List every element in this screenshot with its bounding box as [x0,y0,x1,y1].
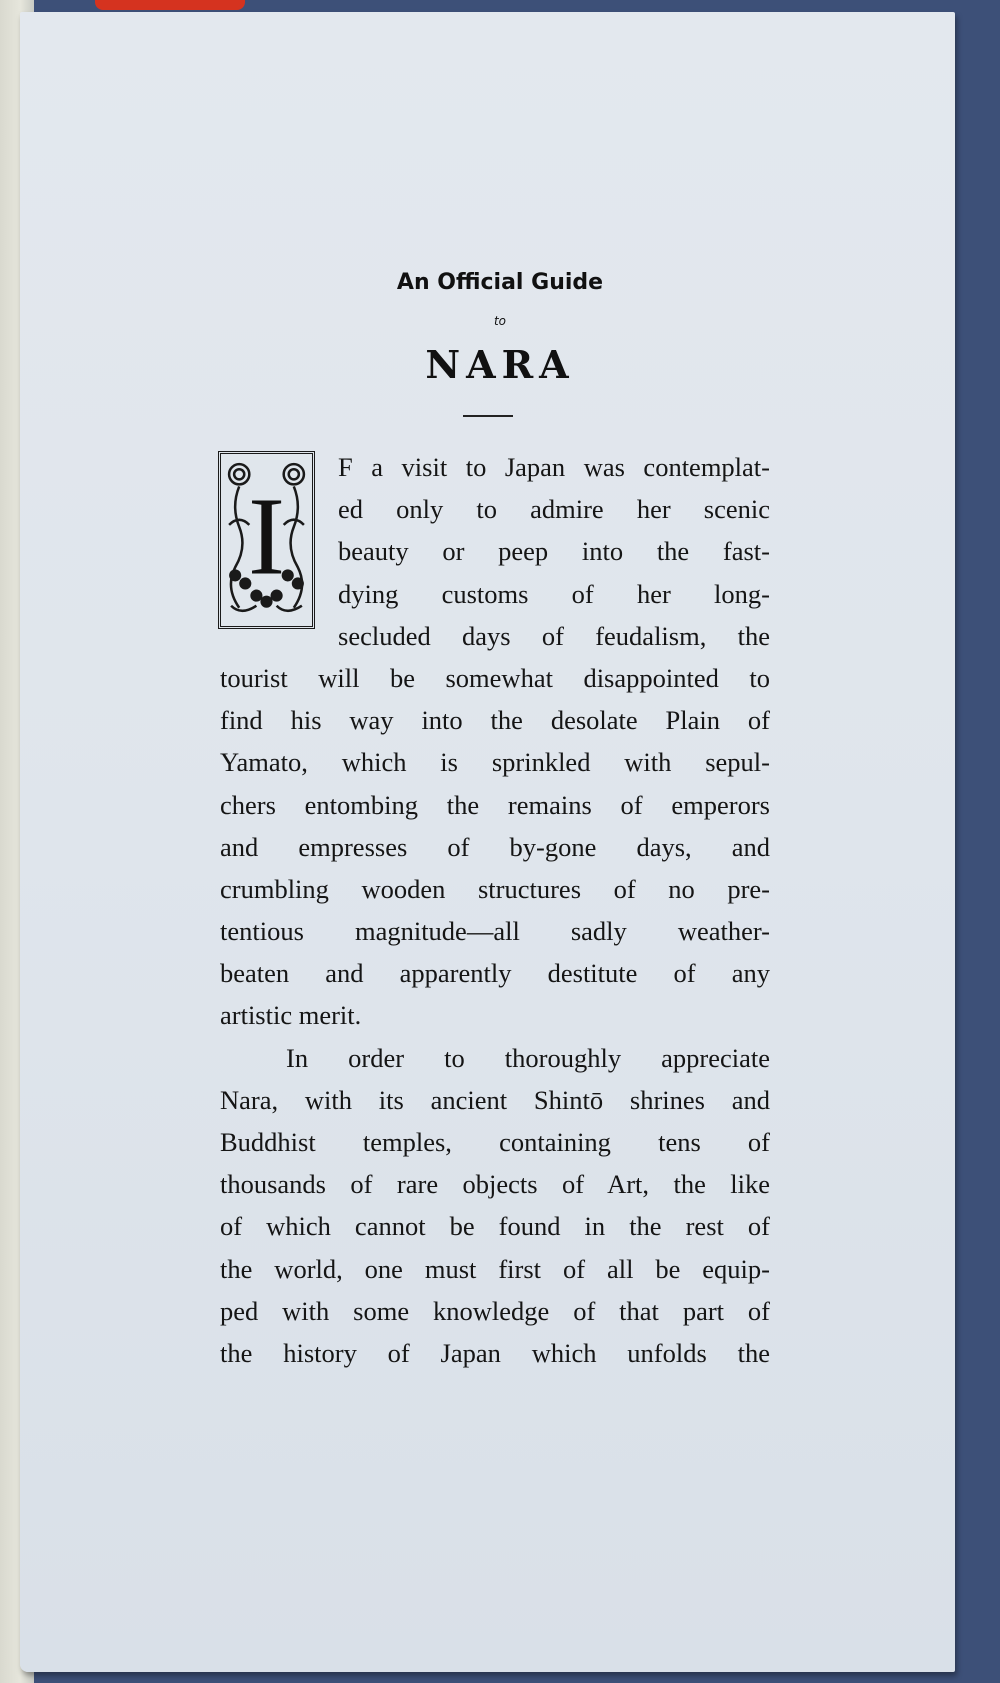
text-line: beaten and apparently destitute of any [220,958,770,989]
text-line: tentious magnitude—all sadly weather- [220,916,770,947]
text-line: F a visit to Japan was contemplat- [338,452,770,482]
text-line: and empresses of by-gone days, and [220,831,770,862]
text-line: the history of Japan which unfolds the [220,1337,770,1368]
text-line: secluded days of feudalism, the [338,620,770,651]
title-nara: NARA [425,342,575,387]
text-line: thousands of rare objects of Art, the like [220,1169,770,1200]
text-line: crumbling wooden structures of no pre- [220,873,770,904]
text-line: find his way into the desolate Plain of [220,705,770,736]
text-line: of which cannot be found in the rest of [220,1211,770,1242]
title-line-1: An Official Guide [396,270,604,295]
text-line: tourist will be somewhat disappointed to [220,662,770,693]
bookmark-tassel [95,0,245,10]
text-line: Yamato, which is sprinkled with sepul- [220,747,770,778]
title-rule [463,415,513,417]
text-line: chers entombing the remains of emperors [220,789,770,820]
text-line: Buddhist temples, containing tens of [220,1127,770,1157]
text-line: In order to thoroughly appreciate [286,1042,770,1073]
svg-text:I: I [247,475,286,599]
text-line: ed only to admire her scenic [338,494,770,525]
text-line: ped with some knowledge of that part of [220,1295,770,1326]
body-text [220,446,770,1374]
text-line: dying customs of her long- [338,578,770,609]
text-line: artistic merit. [220,1000,362,1031]
text-line: beauty or peep into the fast- [338,536,770,567]
text-line: the world, one must first of all be equip- [220,1253,770,1284]
text-line: Nara, with its ancient Shintō shrines and [220,1084,770,1115]
title-line-2: to [493,314,507,328]
